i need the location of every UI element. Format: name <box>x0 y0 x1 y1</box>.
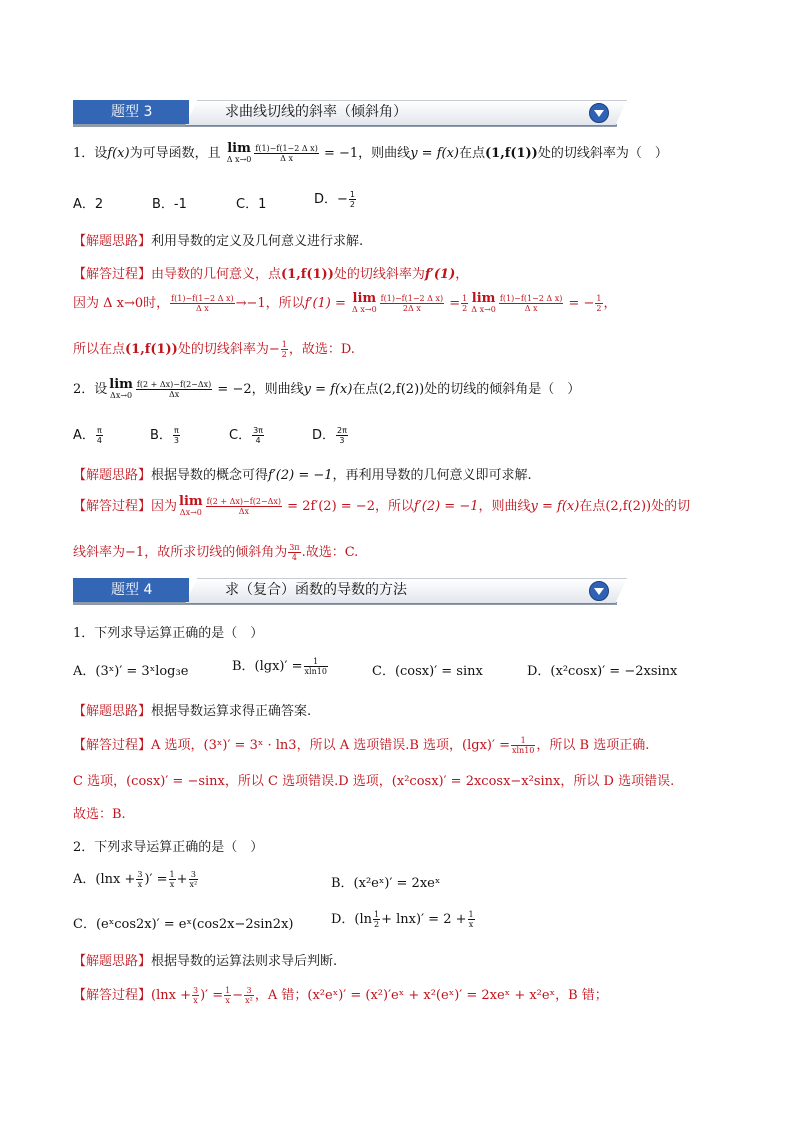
question-3-1: 1．设f(x)为可导函数，且 lim Δ x→0 $\frac{\text{f(1)−f(1−2 Δ x)}}{\text{Δ x}}$ = −1，则曲线y = f(x)在点(1,f(1))处的切线斜率为（ ） <box>73 141 668 164</box>
option-c: C．(cosx)′ = sinx <box>372 664 483 679</box>
question-3-2: 2．设 lim Δx→0 $\frac{f(2 + \Delta x)-f(2-\Delta x)}{\Delta x}$ = −2，则曲线y = f(x)在点(2,f(2))处的切线的倾斜角是（ ） <box>73 377 581 400</box>
section-title: 求（复合）函数的导数的方法 <box>225 582 407 598</box>
question-4-2: 2．下列求导运算正确的是（ ） <box>73 840 264 855</box>
option-c: C． $\frac{3\pi}{4}$ <box>229 426 263 445</box>
option-d: D．(ln $\frac{1}{2}$ + lnx)′ = 2 + $\frac{1}{x}$ <box>331 910 474 929</box>
section-tag: 题型 4 <box>73 578 189 602</box>
chevron-down-icon[interactable] <box>589 581 609 601</box>
chevron-down-icon[interactable] <box>589 103 609 123</box>
option-b: B． $\frac{\pi}{3}$ <box>150 426 180 445</box>
option-d: D． $\frac{2\pi}{3}$ <box>312 426 347 445</box>
analysis-3-2: 【解题思路】根据导数的概念可得f′(2) = −1，再利用导数的几何意义即可求解. <box>73 468 532 483</box>
option-b: B．(x²eˣ)′ = 2xeˣ <box>331 876 441 891</box>
process-3-1-line2: 因为 Δ x→0时， $\frac{\text{f(1)−f(1−2 Δ x)}}{\text{Δ x}}$ →−1，所以f′(1) = lim Δ x→0 $\frac{\text{f(1)−f(1−2 Δ x)}}{\text{2Δ x}}$ = $\frac{1}{2}$ lim Δ x→0 $\frac{\text{f(1)−f(1−2 Δ x)}}{\text{Δ x}}$ = − $\frac{1}{2}$ ， <box>73 291 617 314</box>
process-4-2-line1: 【解答过程】(lnx + $\frac{3}{x}$ )′ = $\frac{1}{x}$ − $\frac{3}{\text{x²}}$ ，A 错；(x²eˣ)′ = (x²)′eˣ + x²(eˣ)′ = 2xeˣ + x²eˣ，B 错； <box>73 986 608 1005</box>
option-b: B．-1 <box>152 197 187 212</box>
analysis-4-1: 【解题思路】根据导数运算求得正确答案. <box>73 704 312 719</box>
option-d: D．− $\frac{1}{2}$ <box>314 190 355 209</box>
option-a: A．2 <box>73 197 104 212</box>
option-c: C．1 <box>236 197 267 212</box>
option-d: D．(x²cosx)′ = −2xsinx <box>527 664 678 679</box>
process-4-1-line2: C 选项，(cosx)′ = −sinx，所以 C 选项错误.D 选项，(x²cosx)′ = 2xcosx−x²sinx，所以 D 选项错误. <box>73 774 675 789</box>
option-a: A．(3ˣ)′ = 3ˣlog₃e <box>73 664 189 679</box>
process-3-1-line3: 所以在点(1,f(1))处的切线斜率为− $\frac{1}{2}$ ，故选：D. <box>73 340 355 359</box>
process-4-1-line1: 【解答过程】A 选项，(3ˣ)′ = 3ˣ · ln3，所以 A 选项错误.B 选项，(lgx)′ = $\frac{1}{xln10}$ ，所以 B 选项正确. <box>73 736 650 755</box>
fraction: $\frac{\text{f(1)−f(1−2 Δ x)}}{\text{Δ x}}$ <box>255 144 318 163</box>
option-a: A． $\frac{\pi}{4}$ <box>73 426 102 445</box>
option-c: C．(eˣcos2x)′ = eˣ(cos2x−2sin2x) <box>73 917 294 932</box>
section-title: 求曲线切线的斜率（倾斜角） <box>225 104 407 120</box>
process-3-2-line1: 【解答过程】因为 lim Δx→0 $\frac{f(2 + \Delta x)-f(2-\Delta x)}{\Delta x}$ = 2f′(2) = −2，所以f′(2) = −1，则曲线y = f(x)在点(2,f(2))处的切 <box>73 494 691 517</box>
section-banner-3 <box>73 100 613 126</box>
question-4-1: 1．下列求导运算正确的是（ ） <box>73 626 264 641</box>
process-3-2-line2: 线斜率为−1，故所求切线的倾斜角为 $\frac{3\pi}{4}$ .故选：C. <box>73 543 359 562</box>
analysis-3-1: 【解题思路】利用导数的定义及几何意义进行求解. <box>73 234 364 249</box>
process-4-1-line3: 故选：B. <box>73 807 126 822</box>
section-tag: 题型 3 <box>73 100 189 124</box>
process-3-1-line1: 【解答过程】由导数的几何意义，点(1,f(1))处的切线斜率为f′(1)， <box>73 267 469 282</box>
option-a: A．(lnx + $\frac{3}{x}$ )′ = $\frac{1}{x}$ + $\frac{3}{\text{x²}}$ <box>73 870 198 889</box>
section-banner-4 <box>73 578 613 604</box>
option-b: B．(lgx)′ = $\frac{1}{xln10}$ <box>232 657 327 676</box>
limit: lim Δ x→0 <box>226 141 252 164</box>
analysis-4-2: 【解题思路】根据导数的运算法则求导后判断. <box>73 954 338 969</box>
